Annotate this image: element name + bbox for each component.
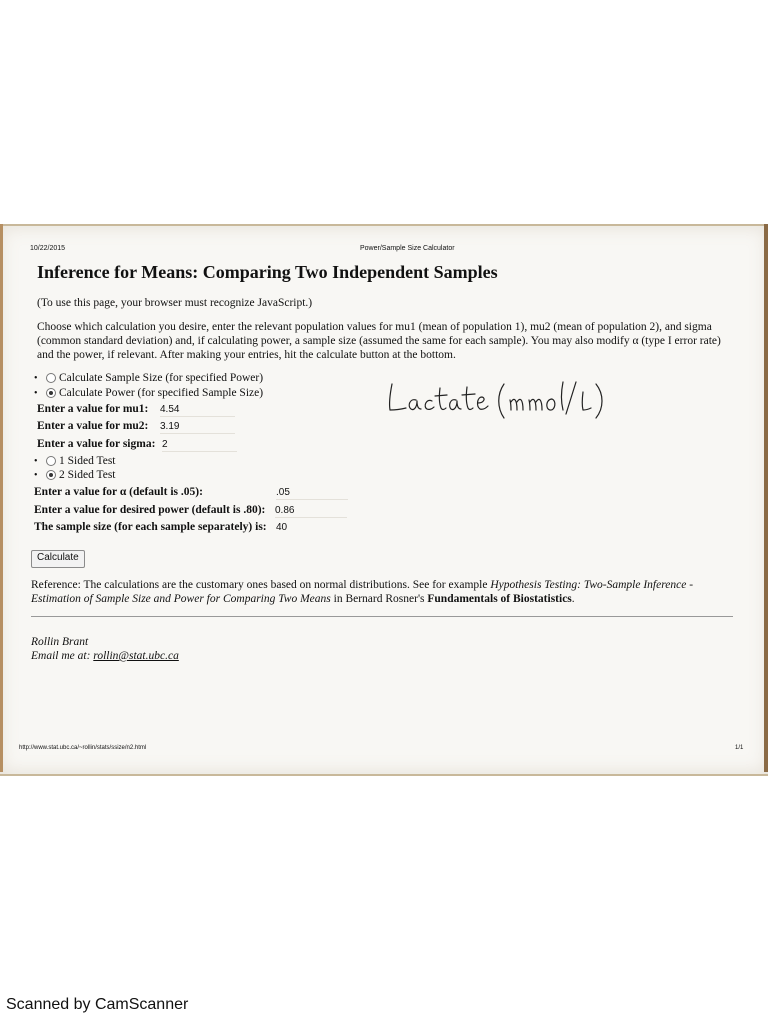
- author-email-line: [31, 650, 179, 662]
- reference-italic-title: Hypothesis Testing: Two-Sample Inference - Estimation of Sample Size and Power for Comparing Two Means: [31, 579, 694, 605]
- radio-label: 2 Sided Test: [59, 469, 116, 481]
- footer-url: http://www.stat.ubc.ca/~rollin/stats/ssize/n2.html: [19, 745, 147, 751]
- sheet-right-edge: [764, 224, 768, 772]
- bullet: •: [34, 372, 38, 384]
- power-input[interactable]: 0.86: [275, 504, 347, 518]
- reference-middle: in Bernard Rosner's: [330, 593, 428, 605]
- sample-size-label: The sample size (for each sample separately) is:: [34, 521, 267, 533]
- radio-label: 1 Sided Test: [59, 455, 116, 467]
- footer-page-number: 1/1: [735, 745, 744, 751]
- reference-suffix: .: [571, 593, 575, 605]
- sample-size-output: 40: [276, 522, 288, 533]
- radio-two-sided[interactable]: [34, 469, 115, 481]
- radio-circle-selected[interactable]: [46, 470, 56, 480]
- intro-paragraph: Choose which calculation you desire, enter the relevant population values for mu1 (mean of population 1), mu2 (mean of population 2), and sigma (common standard deviation) and, if calculating power, a sample size (assumed the same for each sample). You may also modify α (type I error rate) and the power, if relevant. After making your entries, hit the calculate button at the bottom.: [37, 321, 721, 361]
- reference-bold-title: Fundamentals of Biostatistics: [427, 593, 572, 605]
- radio-one-sided[interactable]: [34, 455, 115, 467]
- radio-circle-selected[interactable]: [46, 388, 56, 398]
- bullet: •: [34, 455, 38, 467]
- camscanner-watermark: Scanned by CamScanner: [6, 996, 189, 1013]
- alpha-input[interactable]: .05: [276, 486, 348, 500]
- radio-label: Calculate Sample Size (for specified Power): [59, 372, 264, 384]
- sheet-left-edge: [0, 224, 3, 772]
- horizontal-rule: [31, 616, 733, 617]
- power-label: Enter a value for desired power (default is .80):: [34, 504, 266, 516]
- alpha-label: Enter a value for α (default is .05):: [34, 486, 203, 498]
- radio-calc-power[interactable]: [34, 387, 263, 399]
- sigma-input[interactable]: 2: [162, 438, 237, 452]
- email-prefix: Email me at:: [31, 650, 94, 662]
- bullet: •: [34, 387, 38, 399]
- mu1-input[interactable]: 4.54: [160, 403, 235, 417]
- mu2-label: Enter a value for mu2:: [37, 420, 149, 432]
- calculate-button[interactable]: Calculate: [31, 550, 85, 568]
- radio-label: Calculate Power (for specified Sample Size): [59, 387, 264, 399]
- print-doc-title: Power/Sample Size Calculator: [360, 245, 455, 252]
- email-link[interactable]: rollin@stat.ubc.ca: [93, 650, 179, 662]
- reference-paragraph: [31, 578, 741, 606]
- mu1-label: Enter a value for mu1:: [37, 403, 149, 415]
- reference-prefix: Reference: The calculations are the customary ones based on normal distributions. See for example: [31, 579, 491, 591]
- sigma-label: Enter a value for sigma:: [37, 438, 156, 450]
- print-date: 10/22/2015: [30, 245, 66, 252]
- handwritten-annotation: [380, 370, 630, 430]
- bullet: •: [34, 469, 38, 481]
- author-name: Rollin Brant: [31, 636, 89, 648]
- radio-calc-sample-size[interactable]: [34, 372, 263, 384]
- radio-circle[interactable]: [46, 373, 56, 383]
- mu2-input[interactable]: 3.19: [160, 420, 235, 434]
- page-title: Inference for Means: Comparing Two Independent Samples: [37, 262, 498, 282]
- js-note: (To use this page, your browser must recognize JavaScript.): [37, 297, 313, 309]
- radio-circle[interactable]: [46, 456, 56, 466]
